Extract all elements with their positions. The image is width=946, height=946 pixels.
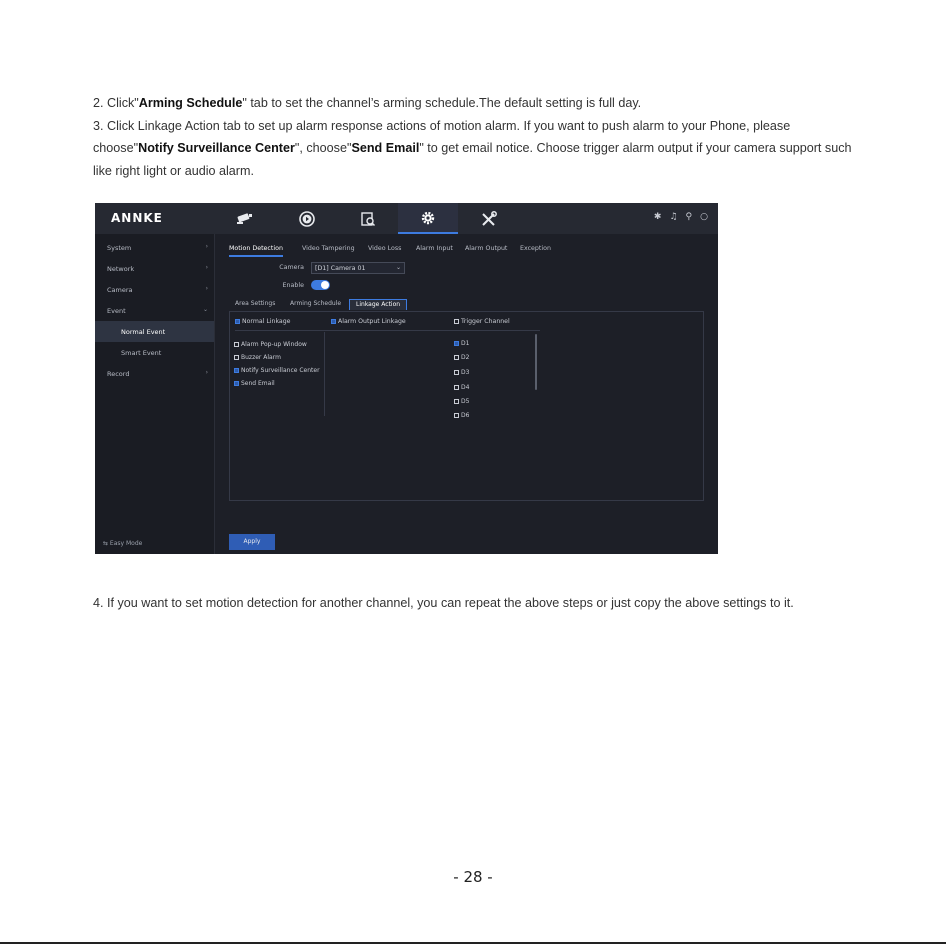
search-module-button[interactable] — [338, 203, 398, 234]
enable-toggle[interactable] — [311, 280, 330, 290]
gear-icon — [420, 210, 436, 226]
top-bar — [95, 203, 718, 234]
divider — [454, 330, 540, 331]
trigger-channel-column — [454, 318, 540, 416]
option-notify-surveillance-center[interactable]: Notify Surveillance Center — [234, 367, 320, 374]
alarm-output-header[interactable]: Alarm Output Linkage — [331, 318, 406, 325]
tab-exception[interactable]: Exception — [520, 245, 551, 252]
page-number: - 28 - — [453, 868, 493, 886]
sidebar — [95, 234, 215, 554]
instructions-top — [93, 92, 853, 182]
power-icon[interactable]: ○ — [700, 212, 708, 222]
sidebar-item-system[interactable]: System › — [107, 243, 208, 252]
sidebar-item-camera[interactable]: Camera › — [107, 285, 208, 294]
option-alarm-popup[interactable]: Alarm Pop-up Window — [234, 341, 307, 348]
checkbox-icon — [454, 399, 459, 404]
channel-d5[interactable]: D5 — [454, 398, 469, 405]
toggle-knob — [321, 281, 329, 289]
apply-button[interactable]: Apply — [229, 534, 275, 550]
enable-label: Enable — [282, 282, 304, 289]
channel-d4[interactable]: D4 — [454, 384, 469, 391]
notify-center-emphasis: Notify Surveillance Center — [138, 141, 295, 155]
checkbox-checked-icon — [234, 381, 239, 386]
normal-linkage-header[interactable]: Normal Linkage — [235, 318, 290, 325]
step-3-text-mid: ", choose" — [294, 141, 352, 155]
chevron-right-icon: › — [205, 264, 208, 271]
step-2-text: 2. Click" — [93, 96, 139, 110]
option-buzzer-alarm[interactable]: Buzzer Alarm — [234, 354, 281, 361]
divider — [331, 330, 455, 331]
send-email-emphasis: Send Email — [351, 141, 420, 155]
channel-d2[interactable]: D2 — [454, 354, 469, 361]
sidebar-item-event[interactable]: Event ⌄ — [107, 306, 208, 315]
camera-select[interactable] — [311, 262, 405, 274]
checkbox-icon — [235, 319, 240, 324]
chevron-right-icon: › — [205, 285, 208, 292]
chevron-down-icon: ⌄ — [202, 306, 208, 313]
trigger-channel-header[interactable]: Trigger Channel — [454, 318, 510, 325]
channel-scrollbar[interactable] — [535, 334, 537, 390]
search-file-icon — [360, 211, 376, 227]
nvr-screenshot — [95, 203, 718, 554]
settings-small-icon[interactable]: ✱ — [653, 212, 662, 222]
instructions-bottom: 4. If you want to set motion detection for another channel, you can repeat the above steps or just copy the above settings to it. — [93, 596, 794, 610]
checkbox-checked-icon — [454, 341, 459, 346]
subtab-linkage-action[interactable]: Linkage Action — [349, 299, 407, 310]
sidebar-item-normal-event[interactable]: Normal Event — [95, 321, 214, 342]
checkbox-icon — [454, 385, 459, 390]
checkbox-icon — [454, 319, 459, 324]
settings-module-button[interactable] — [398, 203, 458, 234]
footer-rule — [0, 942, 946, 944]
chevron-right-icon: › — [205, 369, 208, 376]
chevron-down-icon: ⌄ — [395, 264, 401, 271]
normal-linkage-list — [229, 332, 325, 416]
checkbox-icon — [331, 319, 336, 324]
channel-d3[interactable]: D3 — [454, 369, 469, 376]
tab-video-loss[interactable]: Video Loss — [368, 245, 402, 252]
playback-icon — [298, 210, 316, 228]
checkbox-icon — [234, 355, 239, 360]
tab-motion-detection[interactable]: Motion Detection — [229, 245, 283, 257]
camera-icon — [235, 211, 255, 227]
step-2 — [93, 92, 853, 115]
alarm-output-column — [331, 318, 455, 416]
system-icons — [654, 212, 708, 222]
maintenance-module-button[interactable] — [459, 203, 519, 234]
channel-d1[interactable]: D1 — [454, 340, 469, 347]
checkbox-icon — [454, 370, 459, 375]
arming-schedule-emphasis: Arming Schedule — [138, 96, 243, 110]
brand-logo: ANNKE — [111, 211, 163, 225]
playback-module-button[interactable] — [277, 203, 337, 234]
user-icon[interactable]: ⚲ — [685, 212, 693, 222]
sidebar-item-smart-event[interactable]: Smart Event — [121, 349, 162, 357]
checkbox-icon — [234, 342, 239, 347]
step-3-text-end: " to get email notice. Choose trigger alarm output if your camera support such like right light or audio alarm. — [93, 141, 852, 178]
checkbox-checked-icon — [234, 368, 239, 373]
camera-label: Camera — [279, 264, 304, 271]
normal-linkage-column — [235, 318, 331, 416]
step-2-text-end: " tab to set the channel’s arming schedule.The default setting is full day. — [242, 96, 642, 110]
easy-mode-button[interactable]: ⇆ Easy Mode — [103, 540, 143, 547]
tools-icon — [480, 210, 498, 228]
checkbox-icon — [454, 413, 459, 418]
chevron-right-icon: › — [205, 243, 208, 250]
option-send-email[interactable]: Send Email — [234, 380, 275, 387]
sidebar-item-network[interactable]: Network › — [107, 264, 208, 273]
camera-select-value: [D1] Camera 01 — [315, 265, 366, 272]
checkbox-icon — [454, 355, 459, 360]
step-3 — [93, 115, 853, 183]
divider — [235, 330, 331, 331]
subtab-area-settings[interactable]: Area Settings — [235, 300, 276, 307]
tab-alarm-output[interactable]: Alarm Output — [465, 245, 508, 252]
step-3-text: 3. Click Linkage Action tab to set up alarm response actions of motion alarm. If you want to push alarm to your Phone, please choose" — [93, 118, 791, 155]
camera-module-button[interactable] — [215, 203, 275, 234]
tab-video-tampering[interactable]: Video Tampering — [302, 245, 355, 252]
channel-d6[interactable]: D6 — [454, 412, 469, 418]
subtab-arming-schedule[interactable]: Arming Schedule — [290, 300, 342, 307]
tab-alarm-input[interactable]: Alarm Input — [416, 245, 453, 252]
bell-icon[interactable]: ♫ — [669, 212, 678, 222]
sidebar-item-record[interactable]: Record › — [107, 369, 208, 378]
